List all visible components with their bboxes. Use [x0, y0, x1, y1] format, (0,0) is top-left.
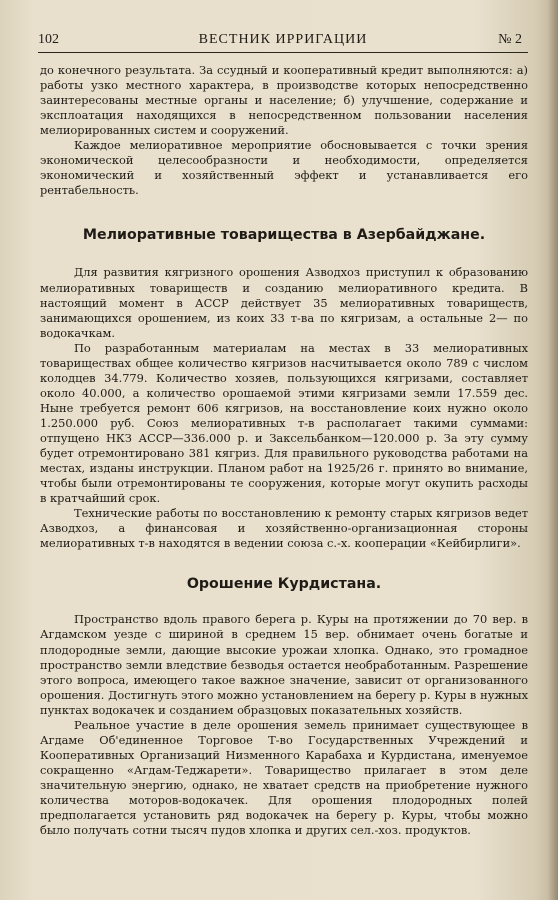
journal-title: ВЕСТНИК ИРРИГАЦИИ [198, 32, 368, 47]
intro-paragraph-1: до конечного результата. За ссудный и кооперативный кредит выполняются: а) работы узко местного характера, в производстве которых непосредственно заинтересованы местные органы и население; б) улучшение, содержание и эксплоатация находящихся в непосредственном пользовании населения мелиорированных систем и сооружений. [40, 63, 528, 138]
page-number: 102 [38, 32, 59, 47]
section-heading-kurdistan: Орошение Курдистана. [186, 576, 382, 593]
section2-paragraph-2: Реальное участие в деле орошения земель принимает существующее в Агдаме Об'единенное Торговое Т-во Государственных Учреждений и Кооперативных Организаций Низменного Карабаха и Курдистана, именуемое сокращенно «Агдам-Теджарети». Товарищество прилагает в этом деле значительную энергию, однако, не хватает средств на приобретение нужного количества моторов-водокачек. Для орошения плодородных полей предполагается установить ряд водокачек на берегу р. Куры, чтобы можно было получать сотни тысяч пудов хлопка и других сел.-хоз. продуктов. [40, 717, 528, 838]
issue-number: № 2 [498, 32, 522, 47]
section2-paragraph-1: Пространство вдоль правого берега р. Куры на протяжении до 70 вер. в Агдамском уезде с шириной в среднем 15 вер. обнимает очень богатые и плодородные земли, дающие высокие урожаи хлопка. Однако, это громадное пространство земли вледствие безводья остается необработанным. Разрешение этого вопроса, имеющего такое важное значение, зависит от организованного орошения. Достигнуть этого можно установлением на берегу р. Куры в нужных пунктах водокачек и созданием образцовых показательных хозяйств. [40, 612, 528, 717]
section1-paragraph-1: Для развития кягризного орошения Азводхоз приступил к образованию мелиоративных товариществ и созданию мелиоративного кредита. В настоящий момент в АССР действует 35 мелиоративных товариществ, занимающихся орошением, из коих 33 т-ва по кягризам, а остальные 2— по водокачкам. [40, 265, 528, 340]
intro-paragraph-2: Каждое мелиоративное мероприятие обосновывается с точки зрения экономической целесообразности и необходимости, определяется экономический и хозяйственный эффект и устанавливается его рентабельность. [40, 138, 528, 198]
section1-paragraph-2: По разработанным материалам на местах в 33 мелиоративных товариществах общее количество кягризов насчитывается около 789 с числом колодцев 34.779. Количество хозяев, пользующихся кягризами, составляет около 40.000, а количество орошаемой этими кягризами земли 17.559 дес. Ныне требуется ремонт 606 кягризов, на восстановление коих нужно около 1.250.000 руб. Союз мелиоративных т-в располагает такими суммами: отпущено НКЗ АССР—336.000 р. и Заксельбанком—120.000 р. За эту сумму будет отремонтировано 381 кягриз. Для правильного руководства работами на местах, изданы инструкции. Планом работ на 1925/26 г. принято во внимание, чтобы были отремонтированы те сооружения, которые могут окупить расходы в кратчайший срок. [40, 340, 528, 506]
page-fold-shadow [548, 0, 558, 900]
section1-paragraph-3: Технические работы по восстановлению к ремонту старых кягризов ведет Азводхоз, а финансовая и хозяйственно-организационная стороны мелиоративных т-в находятся в ведении союза с.-х. кооперации «Кейбирлиги». [40, 506, 528, 551]
page-header [38, 30, 528, 53]
article-body [40, 63, 528, 838]
section-heading-melioration: Мелиоративные товарищества в Азербайджане. [82, 227, 486, 244]
